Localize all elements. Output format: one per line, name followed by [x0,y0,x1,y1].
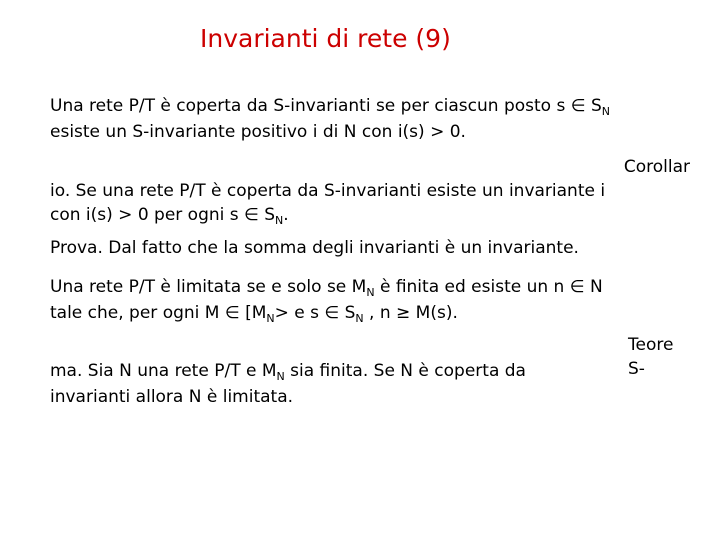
corollary-line-2-end: . [283,205,289,225]
theorem-line-1 [50,359,526,385]
subscript-n: N [275,214,284,227]
subscript-n: N [366,286,375,299]
proof-paragraph: Prova. Dal fatto che la somma degli invarianti è un invariante. [50,238,579,258]
boundedness-line-2 [50,301,603,327]
definition-line-2: esiste un S-invariante positivo i di N con i(s) > 0. [50,122,466,142]
theorem-line-1-a: ma. Sia N una rete P/T e M [50,361,277,381]
definition-line-1 [50,94,610,120]
theorem-line-2: invarianti allora N è limitata. [50,387,294,407]
boundedness-line-1-a: Una rete P/T è limitata se e solo se M [50,277,367,297]
boundedness-line-2-a: tale che, per ogni M ∈ [M [50,303,267,323]
theorem-heading [628,333,673,381]
corollary-heading: Corollar [623,157,690,177]
corollary-line-2 [50,203,605,229]
subscript-n: N [266,312,275,325]
subscript-n: N [355,312,364,325]
definition-line-1-text: Una rete P/T è coperta da S-invarianti se per ciascun posto s ∈ S [50,96,602,116]
theorem-line-1-b: sia finita. Se N è coperta da [284,361,526,381]
theorem-paragraph [50,359,526,409]
definition-paragraph [50,94,610,144]
boundedness-line-2-c: , n ≥ M(s). [363,303,458,323]
slide-title: Invarianti di rete (9) [200,24,451,53]
corollary-line-1: io. Se una rete P/T è coperta da S-invarianti esiste un invariante i [50,181,606,201]
subscript-n: N [601,105,610,118]
theorem-heading-line-1: Teore [628,335,674,355]
subscript-n: N [276,370,285,383]
boundedness-line-1 [50,275,603,301]
corollary-paragraph [50,179,605,229]
boundedness-paragraph [50,275,603,327]
boundedness-line-1-b: è finita ed esiste un n ∈ N [374,277,603,297]
boundedness-line-2-b: > e s ∈ S [274,303,356,323]
corollary-line-2-text: con i(s) > 0 per ogni s ∈ S [50,205,276,225]
theorem-heading-line-2: S- [628,359,645,379]
